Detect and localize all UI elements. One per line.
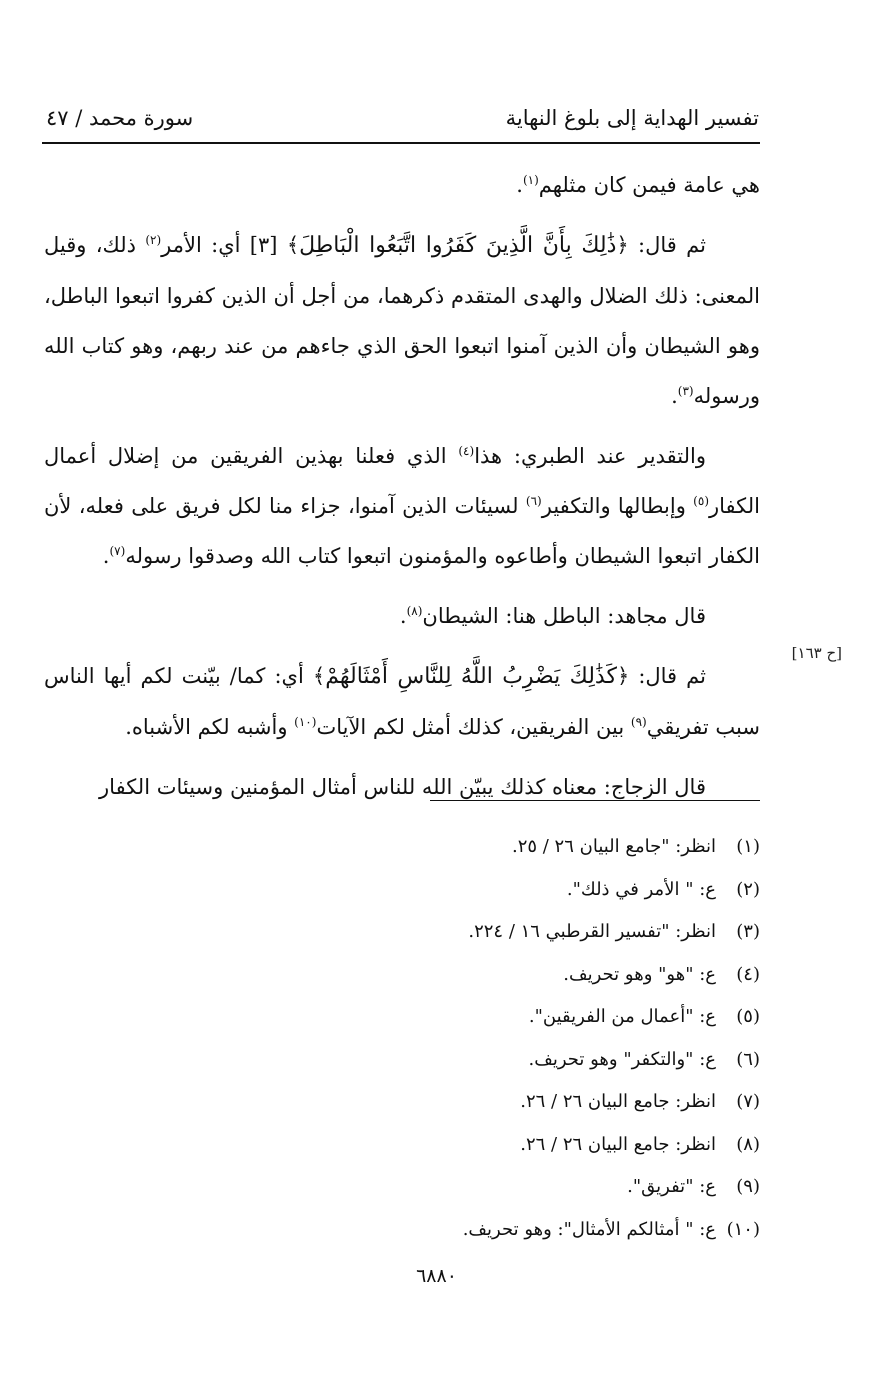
footnote-number: (٦) [736,1048,760,1070]
paragraph-5: ثم قال: ﴿كَذَٰلِكَ يَضْرِبُ اللَّهُ لِلنَّاسِ أَمْثَالَهُمْ﴾ أي: كما/ بيّنت لكم أيها الناس سبب تفريقي$^{(٩)}$ بين الفريقين، كذلك أمثل لكم الآيات$^{(١٠)}$ وأشبه لكم الأشباه. [44,664,760,739]
footnote-text: ع: "والتكفر" وهو تحريف. [528,1048,716,1070]
main-text [44,160,760,822]
footnote-ref-8[interactable]: (٨) [406,604,423,618]
footnote-text: ع: " الأمر في ذلك". [566,878,716,900]
footnote-ref-2[interactable]: (٢) [145,233,162,247]
footnotes [260,826,760,1251]
footnote-item [260,1209,760,1252]
footnote-item [260,826,760,869]
footnote-ref-3[interactable]: (٣) [677,384,694,398]
footnote-item [260,954,760,997]
quran-bracket-close: ﴾ [286,233,300,257]
footnote-number: (٩) [736,1176,760,1197]
footnote-text: انظر: جامع البيان ٢٦ / ٢٦. [520,1133,716,1155]
footnote-text: انظر: "تفسير القرطبي ١٦ / ٢٢٤. [468,921,716,942]
margin-manuscript-reference: [ح ١٦٣] [791,644,842,662]
quran-verse: كَذَٰلِكَ يَضْرِبُ اللَّهُ لِلنَّاسِ أَمْثَالَهُمْ [325,664,617,689]
footnote-text: ع: "تفريق". [627,1176,716,1197]
footnote-number: (٣) [736,921,760,942]
header-rule [42,142,760,144]
footnote-ref-5[interactable]: (٥) [693,494,709,508]
paragraph-4: قال مجاهد: الباطل هنا: الشيطان$^{(٨)}$. [399,604,706,628]
page-number: ٦٨٨٠ [416,1265,457,1287]
surah-reference: سورة محمد / ٤٧ [46,106,194,130]
footnote-text: انظر: جامع البيان ٢٦ / ٢٦. [520,1091,716,1112]
footnote-ref-4[interactable]: (٤) [458,444,475,458]
footnote-item [260,1081,760,1124]
footnote-number: (٤) [736,963,760,985]
footnote-item [260,1166,760,1209]
quran-verse: ذَٰلِكَ بِأَنَّ الَّذِينَ كَفَرُوا اتَّبَعُوا الْبَاطِلَ [299,233,617,258]
footnote-number: (٥) [736,1006,760,1027]
footnote-text: ع: " أمثالكم الأمثال": وهو تحريف. [462,1218,716,1240]
quran-bracket-open: ﴿ [616,233,629,257]
footnote-item [260,869,760,912]
footnote-text: انظر: "جامع البيان ٢٦ / ٢٥. [511,836,716,857]
book-title: تفسير الهداية إلى بلوغ النهاية [505,106,759,130]
footnote-item [260,1039,760,1082]
footnote-text: ع: "هو" وهو تحريف. [563,963,716,985]
footnote-number: (٨) [736,1133,760,1155]
quran-bracket-open: ﴿ [616,664,630,688]
running-header [46,100,759,136]
paragraph-2: ثم قال: ﴿ذَٰلِكَ بِأَنَّ الَّذِينَ كَفَرُوا اتَّبَعُوا الْبَاطِلَ﴾ [٣] أي: الأمر$^{(٢)}$ ذلك، وقيل المعنى: ذلك الضلال والهدى المتقدم ذكرهما، من أجل أن الذين كفروا اتبعوا الباطل، وهو الشيطان وأن الذين آمنوا اتبعوا الحق الذي جاءهم من عند ربهم، وهو كتاب الله ورسوله$^{(٣)}$. [44,233,760,408]
footnote-ref-6[interactable]: (٦) [525,494,542,508]
quran-bracket-close: ﴾ [312,664,326,688]
footnote-item [260,911,760,954]
footnote-item [260,1124,760,1167]
footnote-text: ع: "أعمال من الفريقين". [528,1006,716,1027]
paragraph-3: والتقدير عند الطبري: هذا$^{(٤)}$ الذي فعلنا بهذين الفريقين من إضلال أعمال الكفار$^{(٥)}$ وإبطالها والتكفير$^{(٦)}$ لسيئات الذين آمنوا، جزاء منا لكل فريق على فعله، لأن الكفار اتبعوا الشيطان وأطاعوه والمؤمنون اتبعوا كتاب الله وصدقوا رسوله$^{(٧)}$. [44,444,760,568]
footnote-number: (٧) [736,1091,760,1112]
footnote-item [260,996,760,1039]
footnote-ref-10[interactable]: (١٠) [294,715,317,729]
paragraph-6: قال الزجاج: معناه كذلك يبيّن الله للناس أمثال المؤمنين وسيئات الكفار [99,775,706,799]
footnote-number: (٢) [736,878,760,900]
paragraph-1: هي عامة فيمن كان مثلهم$^{(١)}$. [516,173,760,197]
footnote-number: (١) [736,836,760,857]
footnote-number: (١٠) [726,1218,760,1240]
footnote-ref-7[interactable]: (٧) [109,544,126,558]
footnote-ref-1[interactable]: (١) [522,173,539,187]
footnote-separator [430,800,760,801]
footnote-ref-9[interactable]: (٩) [630,715,647,729]
